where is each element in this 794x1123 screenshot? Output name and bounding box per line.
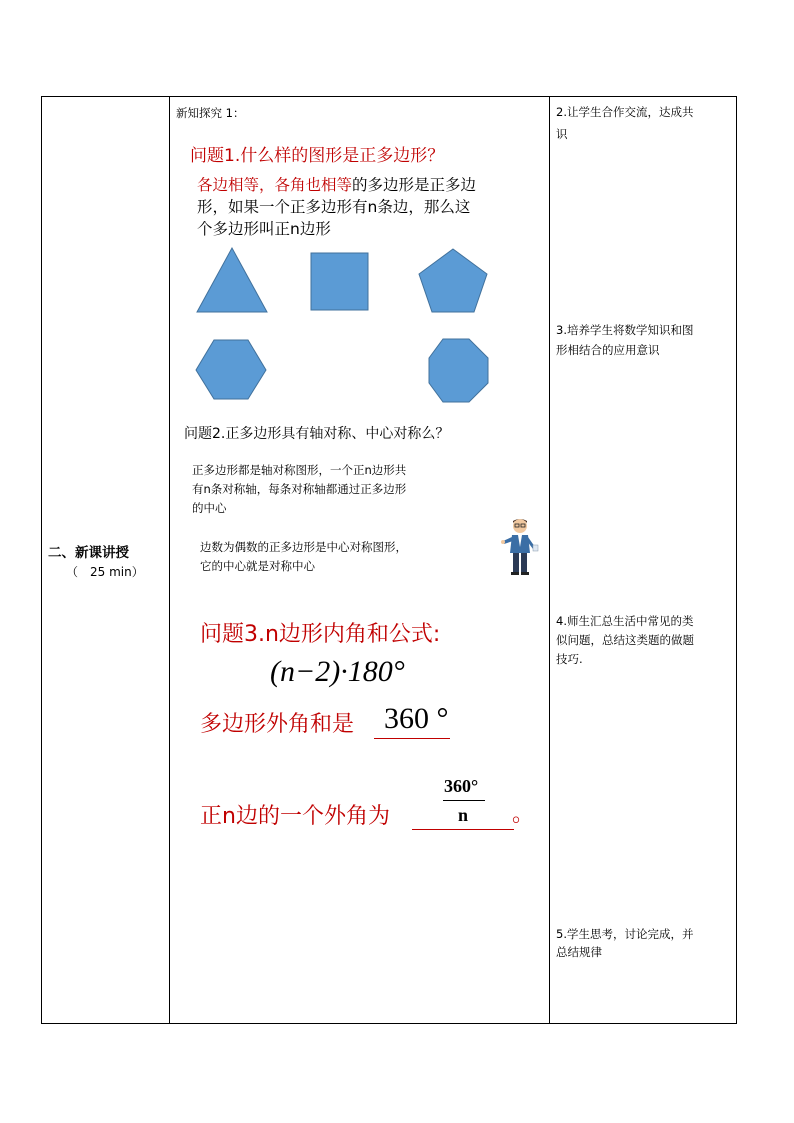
- square-shape: [311, 253, 368, 310]
- note-5-line-1: 5.学生思考，讨论完成，并: [556, 927, 694, 941]
- interior-sum-formula: (n−2)·180°: [270, 655, 405, 688]
- column-divider-1: [169, 97, 170, 1023]
- note-4-line-3: 技巧.: [556, 652, 583, 666]
- question-2: [184, 424, 449, 444]
- section-title: 二、新课讲授: [48, 545, 129, 561]
- q2-answer1-line-1: 正多边形都是轴对称图形，一个正n边形共: [192, 463, 407, 477]
- regular-exterior-label: 正n边的一个外角为: [200, 804, 390, 829]
- q2-answer1-line-3: 的中心: [192, 501, 227, 515]
- triangle-shape: [197, 248, 267, 312]
- question-1: 问题1.什么样的图形是正多边形？: [190, 146, 445, 166]
- regular-exterior-blank: [412, 829, 514, 830]
- fraction-numerator: 360°: [444, 776, 479, 796]
- note-2-line-1: 2.让学生合作交流，达成共: [556, 105, 694, 119]
- q1-answer-line-2: 形，如果一个正多边形有n条边，那么这: [197, 198, 471, 216]
- q1-answer-highlight: 各边相等，各角也相等: [197, 176, 353, 194]
- q1-answer-rest: 的多边形是正多边: [352, 176, 477, 194]
- note-4-line-1: 4.师生汇总生活中常见的类: [556, 614, 694, 628]
- regular-polygons-figure: [190, 240, 500, 405]
- question-2-label: 问题2.正多边形具有轴对称、中心对称么？: [184, 426, 450, 442]
- note-3-line-1: 3.培养学生将数学知识和图: [556, 323, 694, 337]
- note-4-line-2: 似问题，总结这类题的做题: [556, 633, 694, 647]
- fraction-denominator: n: [458, 805, 469, 825]
- q2-answer2-line-2: 它的中心就是对称中心: [200, 559, 315, 573]
- note-5-line-2: 总结规律: [556, 945, 602, 959]
- exterior-sum-label: 多边形外角和是: [200, 712, 355, 737]
- octagon-shape: [429, 339, 488, 402]
- teacher-illustration: [500, 517, 540, 577]
- exterior-sum-value: 360 °: [384, 702, 449, 735]
- column-divider-2: [549, 97, 550, 1023]
- explore-heading: 新知探究 1：: [176, 106, 245, 120]
- exterior-sum-blank: [374, 738, 450, 739]
- lesson-table: [41, 96, 737, 1024]
- pentagon-shape: [419, 249, 487, 312]
- fraction-bar: [443, 800, 485, 801]
- q1-answer-line-1: [197, 174, 476, 196]
- regular-exterior-end-mark: 。: [512, 802, 535, 827]
- note-2-line-2: 识: [556, 127, 568, 141]
- section-time: （ 25 min）: [66, 565, 144, 579]
- q2-answer2-line-1: 边数为偶数的正多边形是中心对称图形，: [200, 540, 407, 554]
- hexagon-shape: [196, 340, 266, 399]
- question-3: 问题3.n边形内角和公式:: [200, 622, 441, 647]
- q1-answer-line-3: 个多边形叫正n边形: [197, 220, 331, 238]
- q2-answer1-line-2: 有n条对称轴，每条对称轴都通过正多边形: [192, 482, 407, 496]
- note-3-line-2: 形相结合的应用意识: [556, 343, 660, 357]
